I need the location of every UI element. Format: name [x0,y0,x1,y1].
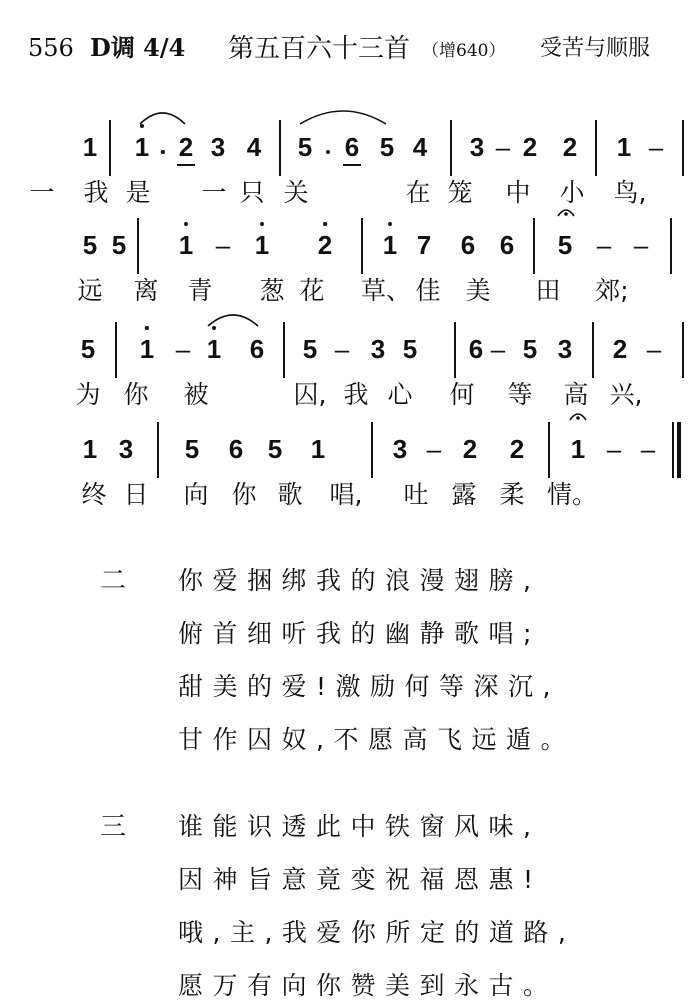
fermata-dot [576,416,580,420]
note-6: 6 [468,334,484,364]
supplement-number: （增640） [422,41,506,61]
verse-line: 你爱捆绑我的浪漫翅膀, [178,566,541,595]
lyric-syllable: 花 [299,276,325,305]
note-dash: – [640,434,656,464]
note-1: 1 [134,132,150,162]
note-4: 4 [246,132,262,162]
note-dash: – [426,434,442,464]
verse-line: 愿万有向你赞美到永古。 [178,971,558,1000]
note-6: 6 [344,132,360,162]
verse-line: 甜美的爱!激励何等深沉, [178,672,560,701]
lyric-syllable: 青 [187,276,213,305]
note-5: 5 [82,230,98,260]
note-1: 1 [382,230,398,260]
lyric-syllable: 只 [239,178,265,207]
lyric-syllable: 笼 [447,178,473,207]
lyric-syllable: 小 [559,178,585,207]
note-1: 1 [82,434,98,464]
lyric-syllable: 柔 [499,480,525,509]
lyric-syllable: 情。 [546,480,598,509]
lyric-syllable: 歌 [277,480,303,509]
note-1: 1 [570,434,586,464]
note-1: 1 [254,230,270,260]
lyric-syllable: 为 [75,380,101,409]
lyric-syllable: 我 [83,178,109,207]
slur [208,315,258,326]
hymn-number: 556 [28,34,74,62]
lyric-syllable: 鸟, [613,178,647,207]
lyric-syllable: 你 [231,480,257,509]
verse-number: 二 [100,566,127,596]
lyric-syllable: 心 [387,380,413,409]
lyric-syllable: 露 [451,480,477,509]
note-dash: – [606,434,622,464]
note-5: 5 [402,334,418,364]
verse-line: 哦,主,我爱你所定的道路, [178,918,576,947]
lyric-syllable: 在 [405,178,431,207]
lyric-syllable: 郊; [595,276,629,305]
hymn-title: 第五百六十三首 [228,34,411,64]
note-5: 5 [297,132,313,162]
lyric-syllable: 美 [465,276,491,305]
verse-line: 俯首细听我的幽静歌唱; [178,619,541,648]
note-6: 6 [460,230,476,260]
note-1: 1 [310,434,326,464]
category-label: 受苦与顺服 [540,36,651,61]
lyric-syllable: 唱, [329,480,363,509]
note-2: 2 [178,132,194,162]
note-5: 5 [184,434,200,464]
slur [140,113,185,124]
note-6: 6 [249,334,265,364]
verse-number: 三 [100,812,127,842]
note-4: 4 [412,132,428,162]
lyric-syllable: 佳 [415,276,441,305]
note-5: 5 [379,132,395,162]
verse-line: 谁能识透此中铁窗风味, [178,812,541,841]
note-dash: – [334,334,350,364]
lyric-syllable: 你 [123,380,149,409]
note-5: 5 [80,334,96,364]
lyric-syllable: 等 [507,380,533,409]
note-3: 3 [557,334,573,364]
lyric-syllable: 何 [449,380,475,409]
note-dash: – [495,132,511,162]
note-dash: – [596,230,612,260]
note-2: 2 [509,434,525,464]
note-dash: – [648,132,664,162]
note-3: 3 [469,132,485,162]
verse-line: 甘作囚奴,不愿高飞远遁。 [178,725,575,754]
note-3: 3 [118,434,134,464]
lyric-syllable: 草、 [360,276,412,305]
note-1: 1 [178,230,194,260]
note-1: 1 [139,334,155,364]
lyric-syllable: 是 [125,178,151,207]
lyric-syllable: 兴, [609,380,643,409]
key-meter: D调 4/4 [90,33,186,62]
lyric-syllable: 终 [81,480,107,509]
note-dash: – [490,334,506,364]
slur [300,111,386,124]
note-5: 5 [557,230,573,260]
verse-line: 因神旨意竟变祝福恩惠! [178,865,543,894]
note-dash: – [646,334,662,364]
note-3: 3 [392,434,408,464]
note-6: 6 [499,230,515,260]
note-6: 6 [228,434,244,464]
note-1: 1 [616,132,632,162]
note-2: 2 [462,434,478,464]
note-5: 5 [267,434,283,464]
note-dash: – [175,334,191,364]
note-3: 3 [210,132,226,162]
lyric-syllable: 吐 [403,480,429,509]
lyric-syllable: 一 [29,178,55,207]
note-dash: – [633,230,649,260]
lyric-syllable: 田 [535,276,561,305]
lyric-syllable: 被 [183,380,209,409]
note-2: 2 [562,132,578,162]
note-2: 2 [522,132,538,162]
lyric-syllable: 日 [123,480,149,509]
lyric-syllable: 关 [283,178,309,207]
note-2: 2 [317,230,333,260]
note-5: 5 [111,230,127,260]
note-5: 5 [302,334,318,364]
note-7: 7 [416,230,432,260]
fermata-dot [564,212,568,216]
lyric-syllable: 葱 [259,276,285,305]
lyric-syllable: 离 [133,276,159,305]
note-1: 1 [206,334,222,364]
lyric-syllable: 囚, [293,380,327,409]
note-1: 1 [82,132,98,162]
lyric-syllable: 一 [201,178,227,207]
lyric-syllable: 高 [563,380,589,409]
lyric-syllable: 远 [77,276,103,305]
note-2: 2 [612,334,628,364]
note-5: 5 [522,334,538,364]
lyric-syllable: 我 [343,380,369,409]
note-dash: – [215,230,231,260]
note-3: 3 [370,334,386,364]
lyric-syllable: 向 [183,480,209,509]
lyric-syllable: 中 [505,178,531,207]
